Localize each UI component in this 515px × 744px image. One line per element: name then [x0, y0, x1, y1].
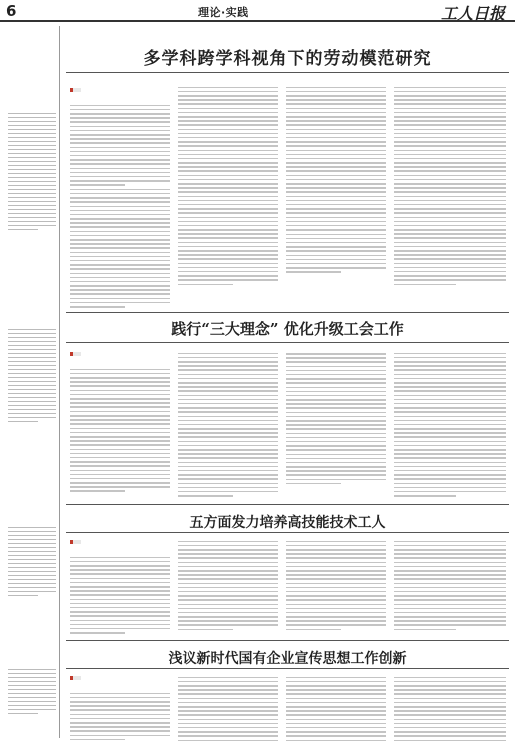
divider — [66, 640, 509, 641]
page-number: 6 — [6, 2, 17, 20]
article-4-col-2 — [178, 674, 278, 744]
divider — [66, 532, 509, 533]
article-3-col-3 — [286, 538, 386, 630]
article-1-kicker — [70, 88, 81, 92]
sidebar-commentary-1 — [8, 110, 58, 230]
article-2-kicker — [70, 352, 81, 356]
article-3-col-1 — [70, 554, 170, 634]
paper-logo: 工人日报 — [440, 4, 505, 23]
article-3-col-4 — [394, 538, 506, 630]
article-3-headline: 五方面发力培养高技能技术工人 — [189, 515, 386, 531]
section-title: 理论·实践 — [198, 6, 249, 19]
main-content — [66, 26, 509, 738]
divider — [66, 504, 509, 505]
article-2-col-2 — [178, 350, 278, 497]
article-4-kicker — [70, 676, 81, 680]
article-1-col-3 — [286, 84, 386, 273]
article-2-col-3 — [286, 350, 386, 484]
sidebar-commentary-3 — [8, 524, 58, 596]
article-1-col-2 — [178, 84, 278, 285]
sidebar-commentary-2 — [8, 326, 58, 422]
article-3-col-2 — [178, 538, 278, 630]
divider — [66, 342, 509, 343]
article-1-headline: 多学科跨学科视角下的劳动模范研究 — [143, 49, 432, 69]
article-4-col-3 — [286, 674, 386, 744]
divider — [66, 312, 509, 313]
masthead — [0, 0, 515, 22]
article-4-col-4 — [394, 674, 506, 744]
sidebar-column — [8, 26, 60, 738]
divider — [66, 668, 509, 669]
article-1-col-1 — [70, 102, 170, 308]
divider — [66, 72, 509, 73]
article-2-col-4 — [394, 350, 506, 497]
article-3-kicker — [70, 540, 81, 544]
article-2-col-1 — [70, 366, 170, 492]
article-4-col-1 — [70, 690, 170, 740]
article-4-headline: 浅议新时代国有企业宣传思想工作创新 — [168, 651, 407, 667]
article-1-col-4 — [394, 84, 506, 285]
article-2-headline: 践行“三大理念” 优化升级工会工作 — [171, 320, 404, 338]
sidebar-commentary-4 — [8, 666, 58, 714]
